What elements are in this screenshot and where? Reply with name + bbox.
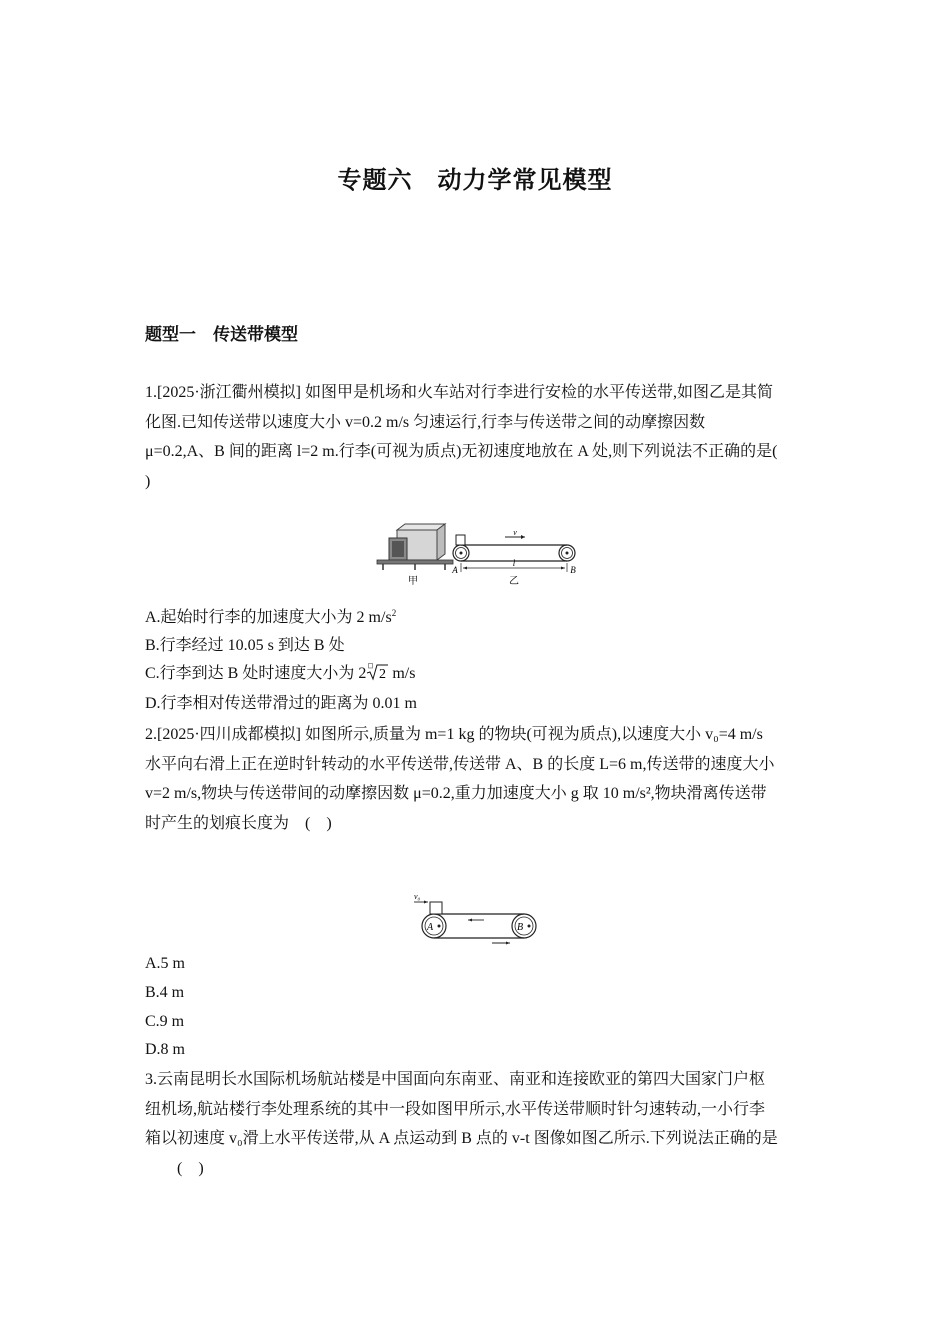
question-3-line: 纽机场,航站楼行李处理系统的其中一段如图甲所示,水平传送带顺时针匀速转动,一小行李 — [145, 1100, 766, 1118]
question-3-line: 箱以初速度 v₀滑上水平传送带,从 A 点运动到 B 点的 v-t 图像如图乙所示.下列说法正确的是 — [145, 1130, 778, 1147]
option-d: D.8 m — [145, 1041, 185, 1058]
figure-counterclockwise-belt — [408, 890, 544, 948]
question-1-line: μ=0.2,A、B 间的距离 l=2 m.行李(可视为质点)无初速度地放在 A 处,则下列说法不正确的是( — [145, 443, 778, 460]
label-v: v — [513, 528, 517, 537]
option-a — [145, 604, 396, 632]
scanner-illustration — [377, 524, 453, 570]
question-2-line: 时产生的划痕长度为 ( ) — [145, 814, 332, 832]
option-c: C.9 m — [145, 1013, 185, 1030]
option-c-unit: m/s — [388, 665, 416, 682]
radical-sign — [366, 660, 388, 688]
question-1-line: 化图.已知传送带以速度大小 v=0.2 m/s 匀速运行,行李与传送带之间的动摩擦因数 — [145, 413, 706, 431]
page-title: 专题六 动力学常见模型 — [337, 166, 613, 194]
question-2-line: v=2 m/s,物块与传送带间的动摩擦因数 μ=0.2,重力加速度大小 g 取 10 m/s²,物块滑离传送带 — [145, 785, 767, 802]
question-2-stem — [145, 720, 805, 838]
label-l: l — [512, 558, 516, 568]
section-title: 题型一 传送带模型 — [145, 325, 298, 345]
label-v0: v₀ — [414, 892, 421, 901]
label-a: A — [452, 565, 458, 575]
option-a: A.5 m — [145, 955, 185, 972]
option-a-text: A.起始时行李的加速度大小为 2 m/s — [145, 609, 392, 626]
radicand: 2 — [379, 667, 387, 681]
option-d: D.行李相对传送带滑过的距离为 0.01 m — [145, 695, 418, 712]
label-a: A — [426, 922, 434, 933]
label-yi: 乙 — [509, 576, 519, 587]
question-3-line: 3.云南昆明长水国际机场航站楼是中国面向东南亚、南亚和连接欧亚的第四大国家门户枢 — [145, 1071, 766, 1088]
question-2-line: 水平向右滑上正在逆时针转动的水平传送带,传送带 A、B 的长度 L=6 m,传送带的速度大小 — [145, 755, 775, 773]
label-b: B — [570, 565, 576, 575]
option-c — [145, 660, 415, 688]
question-1-stem — [145, 378, 805, 496]
question-2-line: 2.[2025·四川成都模拟] 如图所示,质量为 m=1 kg 的物块(可视为质点),以速度大小 v₀=4 m/s — [145, 726, 763, 743]
label-b: B — [516, 922, 524, 933]
question-3-stem — [145, 1065, 805, 1183]
option-a-sup: 2 — [391, 608, 397, 618]
question-1-line: 1.[2025·浙江衢州模拟] 如图甲是机场和火车站对行李进行安检的水平传送带,如图乙是其简 — [145, 384, 773, 401]
question-1-line: ) — [145, 472, 151, 490]
option-b: B.行李经过 10.05 s 到达 B 处 — [145, 637, 345, 654]
figure-conveyor-security — [375, 522, 585, 588]
question-3-line: ( ) — [145, 1159, 204, 1177]
option-c-text: C.行李到达 B 处时速度大小为 2 — [145, 665, 367, 682]
label-jia: 甲 — [408, 576, 418, 587]
option-b: B.4 m — [145, 984, 185, 1001]
